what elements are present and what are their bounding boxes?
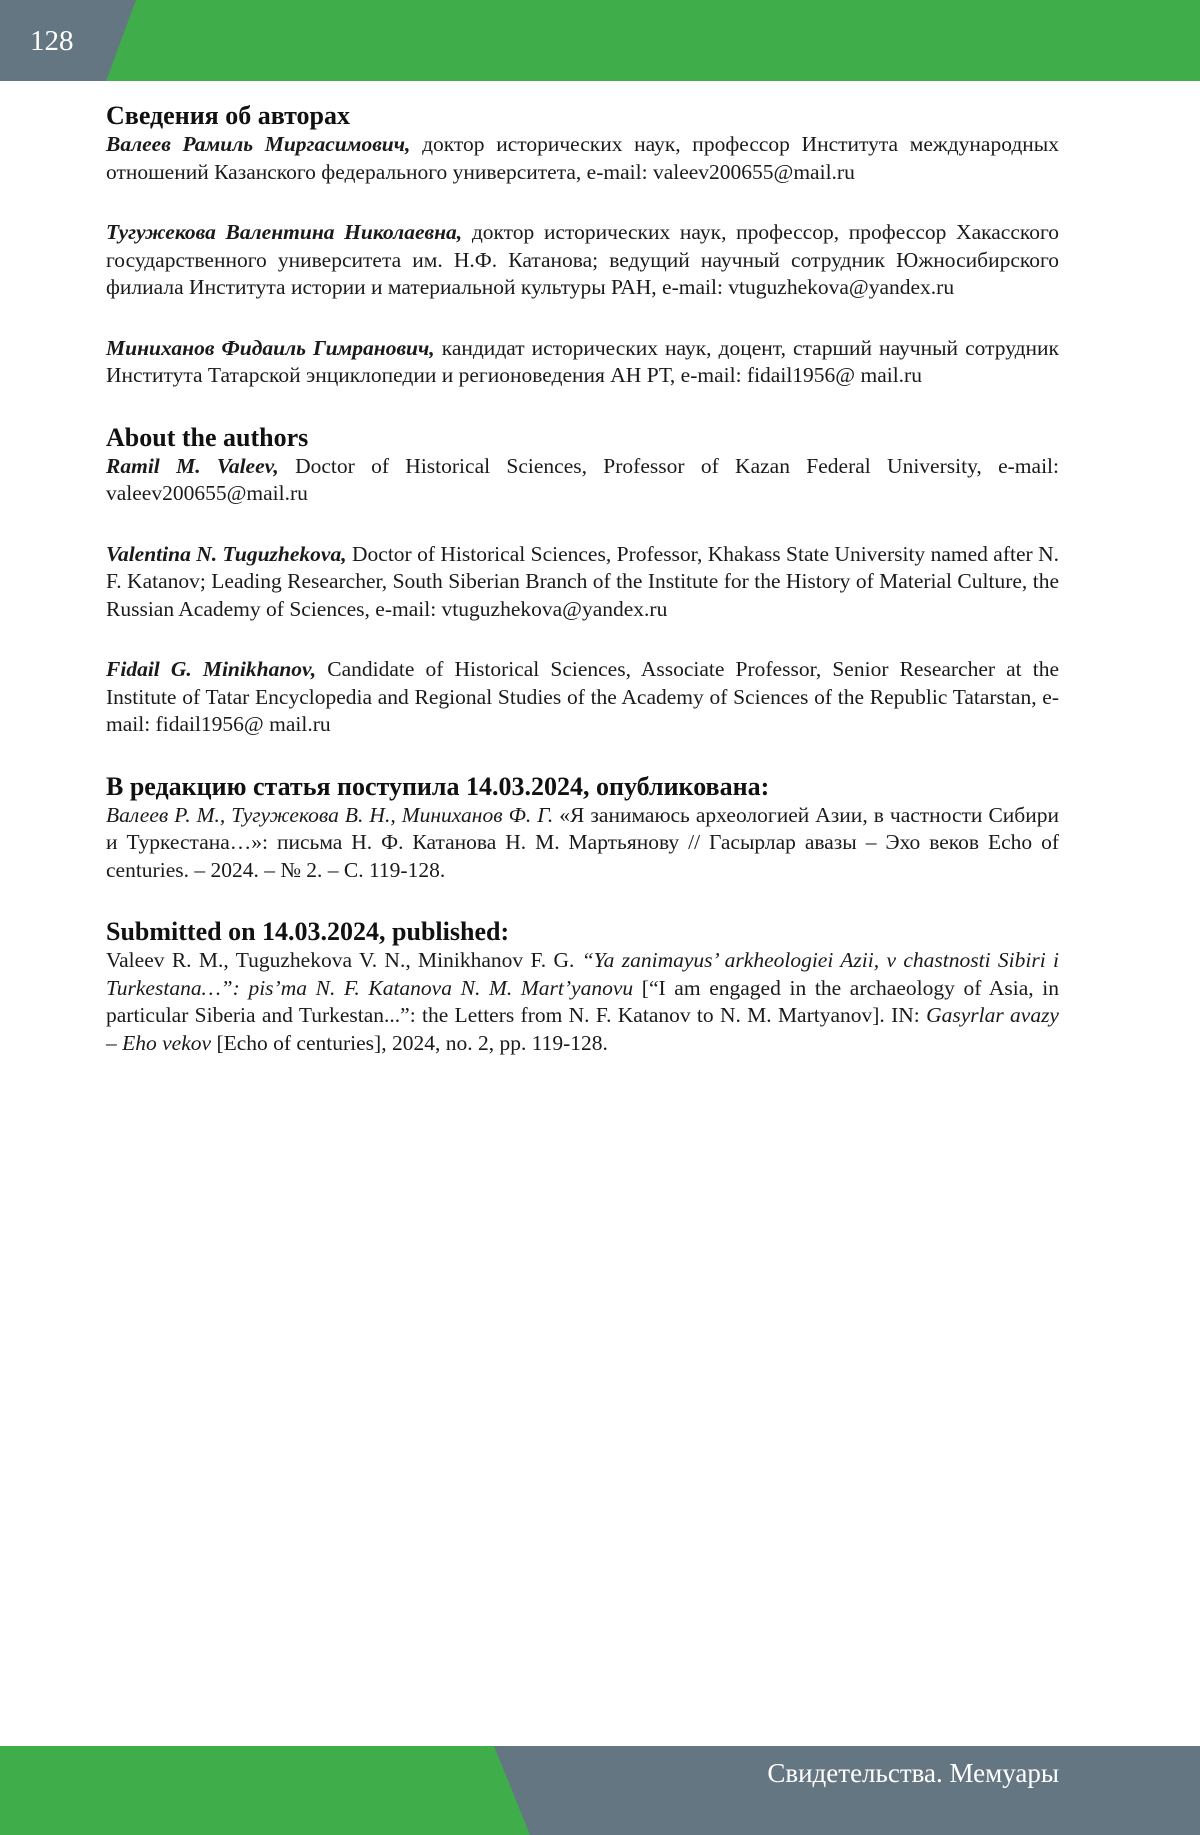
author-details: доктор исторических наук, профессор, профессор Хакасского государственного университета им. Н.Ф. Катанова; ведущий научный сотрудник Южносибирского филиала Института истории и материальной культуры РАН, e-mail: vtuguzhekova@yandex.ru xyxy=(106,220,1059,299)
section-heading: Submitted on 14.03.2024, published: xyxy=(106,917,510,946)
author-entry xyxy=(106,131,1059,186)
submission-section-ru xyxy=(106,772,1059,885)
author-name: Тугужекова Валентина Николаевна, xyxy=(106,220,463,244)
author-entry xyxy=(106,335,1059,390)
citation-journal: Gasyrlar avazy – Eho vekov xyxy=(106,1003,1059,1055)
footer-section-title: Свидетельства. Мемуары xyxy=(767,1758,1059,1788)
citation-text xyxy=(106,802,1059,885)
section-heading: Сведения об авторах xyxy=(106,101,351,130)
submission-section-en xyxy=(106,917,1059,1057)
author-name: Валеев Рамиль Миргасимович, xyxy=(106,132,411,156)
section-heading: About the authors xyxy=(106,422,309,452)
author-entry xyxy=(106,453,1059,508)
header-bar-shapes xyxy=(0,0,1200,81)
author-details: Candidate of Historical Sciences, Associate Professor, Senior Researcher at the Institute of Tatar Encyclopedia and Regional Studies of the Academy of Sciences of the Republic Tatarstan, e-mail: fidail1956@ mail.ru xyxy=(106,657,1060,736)
citation-text xyxy=(106,947,1059,1057)
citation-title-translit: “Ya zanimayus’ arkheologiei Azii, v chastnosti Sibiri i Turkestana…”: pis’ma N. F. Katanova N. M. Mart’yanovu xyxy=(106,948,1059,1000)
citation-authors: Валеев Р. М., Тугужекова В. Н., Миниханов Ф. Г. xyxy=(106,802,554,827)
author-entry xyxy=(106,541,1059,624)
page-number: 128 xyxy=(30,25,74,57)
author-entry xyxy=(106,656,1059,739)
author-name: Ramil M. Valeev, xyxy=(106,453,279,478)
citation-title-translation: [“I am engaged in the archaeology of Asia, in particular Siberia and Turkestan...”: the Letters from N. F. Katanov to N. M. Martyanov]. IN: xyxy=(106,975,1059,1027)
author-details: Doctor of Historical Sciences, Professor, Khakass State University named after N. F. Katanov; Leading Researcher, South Siberian Branch of the Institute for the History of Material Culture, the Russian Academy of Sciences, e-mail: vtuguzhekova@yandex.ru xyxy=(106,541,1059,621)
author-name: Миниханов Фидаиль Гимранович, xyxy=(106,335,435,360)
section-heading: В редакцию статья поступила 14.03.2024, опубликована: xyxy=(106,771,770,801)
author-name: Valentina N. Tuguzhekova, xyxy=(106,541,347,566)
author-entry xyxy=(106,219,1059,302)
authors-section-ru xyxy=(106,101,1059,390)
author-details: Doctor of Historical Sciences, Professor of Kazan Federal University, e-mail: valeev200655@mail.ru xyxy=(106,453,1059,505)
author-details: кандидат исторических наук, доцент, старший научный сотрудник Института Татарской энциклопедии и регионоведения АН РТ, e-mail: fidail1956@ mail.ru xyxy=(106,335,1059,387)
page-content xyxy=(106,101,1059,1090)
authors-section-en xyxy=(106,423,1059,739)
author-details: доктор исторических наук, профессор Института международных отношений Казанского федерального университета, e-mail: valeev200655@mail.ru xyxy=(106,132,1059,184)
citation-authors: Valeev R. M., Tuguzhekova V. N., Minikhanov F. G. xyxy=(106,948,582,972)
author-name: Fidail G. Minikhanov, xyxy=(106,657,317,681)
citation-details: [Echo of centuries], 2024, no. 2, pp. 119-128. xyxy=(211,1030,608,1055)
header-bar xyxy=(0,0,1200,81)
citation-body: «Я занимаюсь археологией Азии, в частности Сибири и Туркестана…»: письма Н. Ф. Катанова Н. М. Мартьянову // Гасырлар авазы – Эхо веков Echo of centuries. – 2024. – № 2. – С. 119-128. xyxy=(106,802,1059,882)
